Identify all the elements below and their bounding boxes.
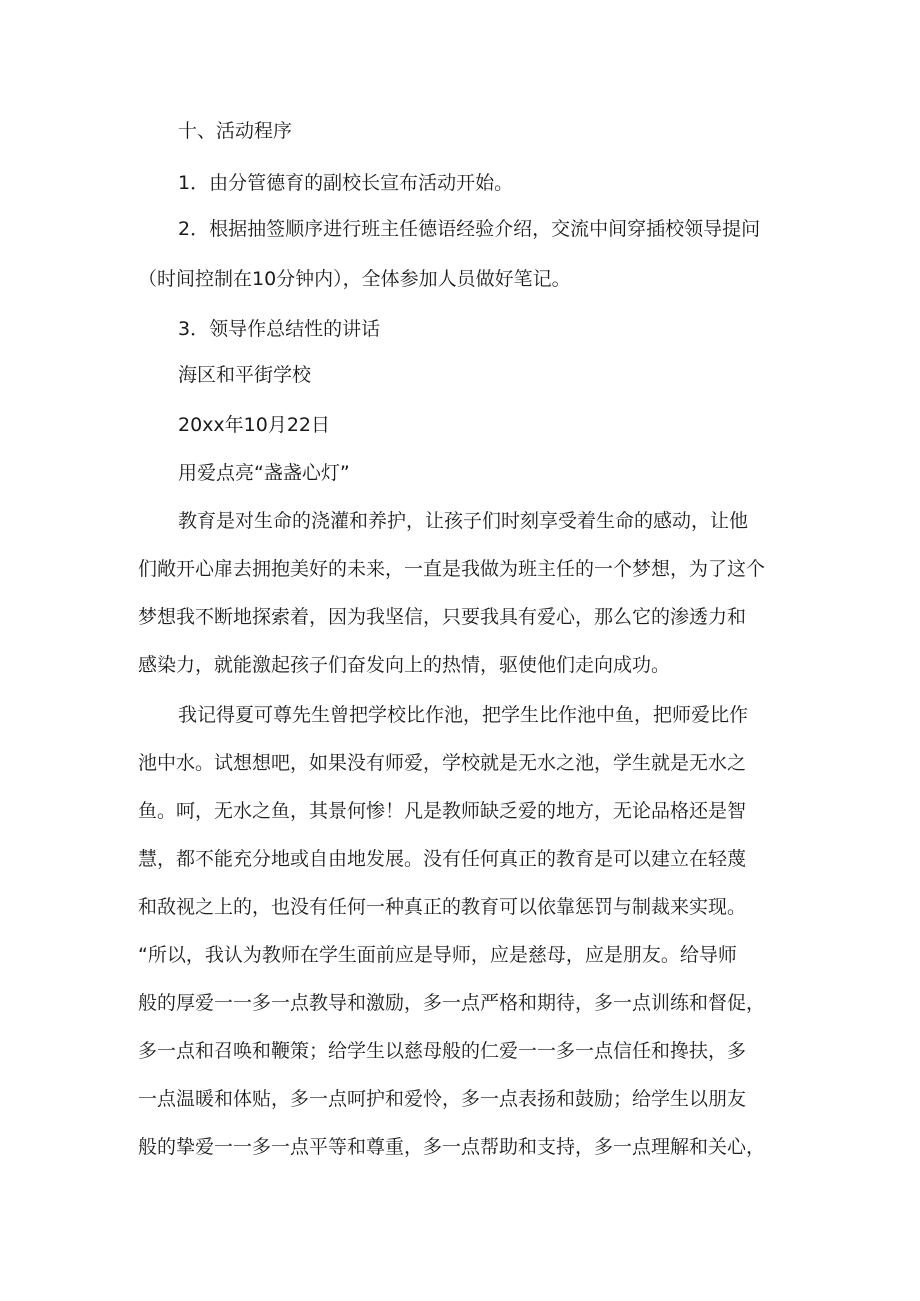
step-2: 2．根据抽签顺序进行班主任德语经验介绍，交流中间穿插校领导提问 xyxy=(178,218,761,240)
step-1: 1．由分管德育的副校长宣布活动开始。 xyxy=(178,172,514,194)
paragraph2-line: 多一点和召唤和鞭策；给学生以慈母般的仁爱一一多一点信任和搀扶，多 xyxy=(138,1040,747,1062)
paragraph1-line: 教育是对生命的浇灌和养护，让孩子们时刻享受着生命的感动，让他 xyxy=(178,510,749,532)
paragraph1-line: 们敞开心扉去拥抱美好的未来，一直是我做为班主任的一个梦想，为了这个 xyxy=(138,558,766,580)
step-2-continuation: （时间控制在10分钟内），全体参加人员做好笔记。 xyxy=(138,268,571,290)
paragraph2-line: 一点温暖和体贴，多一点呵护和爱怜，多一点表扬和鼓励；给学生以朋友 xyxy=(138,1088,747,1110)
paragraph2-line: 池中水。试想想吧，如果没有师爱，学校就是无水之池，学生就是无水之 xyxy=(138,752,747,774)
paragraph1-line: 梦想我不断地探索着，因为我坚信，只要我具有爱心，那么它的渗透力和 xyxy=(138,606,747,628)
paragraph2-line: “所以，我认为教师在学生面前应是导师，应是慈母，应是朋友。给导师 xyxy=(138,944,737,966)
school-name: 海区和平街学校 xyxy=(178,364,312,386)
paragraph1-line: 感染力，就能激起孩子们奋发向上的热情，驱使他们走向成功。 xyxy=(138,654,671,676)
date-line: 20xx年10月22日 xyxy=(178,414,331,436)
paragraph2-line: 般的挚爱一一多一点平等和尊重，多一点帮助和支持，多一点理解和关心， xyxy=(138,1136,766,1158)
step-3: 3．领导作总结性的讲话 xyxy=(178,318,381,340)
paragraph2-line: 和敌视之上的，也没有任何一种真正的教育可以依靠惩罚与制裁来实现。 xyxy=(138,896,747,918)
essay-title: 用爱点亮“盏盏心灯” xyxy=(178,462,350,484)
paragraph2-line: 般的厚爱一一多一点教导和激励，多一点严格和期待，多一点训练和督促， xyxy=(138,992,766,1014)
paragraph2-line: 鱼。呵，无水之鱼，其景何惨！凡是教师缺乏爱的地方，无论品格还是智 xyxy=(138,800,747,822)
section-heading: 十、活动程序 xyxy=(178,120,293,142)
paragraph2-line: 我记得夏可尊先生曾把学校比作池，把学生比作池中鱼，把师爱比作 xyxy=(178,704,749,726)
paragraph2-line: 慧，都不能充分地或自由地发展。没有任何真正的教育是可以建立在轻蔑 xyxy=(138,848,747,870)
